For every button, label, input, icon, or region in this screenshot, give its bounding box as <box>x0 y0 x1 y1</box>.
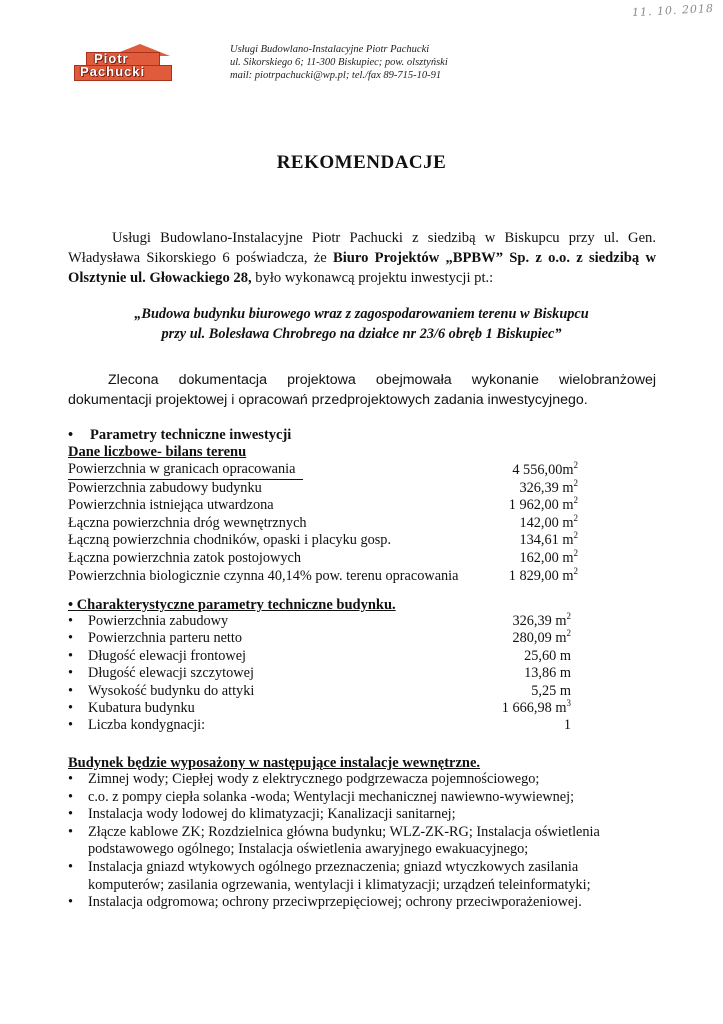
bullet: • <box>68 597 74 613</box>
installations-list <box>68 771 628 912</box>
item-value-text: 5,25 m <box>531 682 571 699</box>
list-item <box>68 717 571 734</box>
row-label: Powierzchnia istniejąca utwardzona <box>68 497 274 514</box>
building-parameters-list <box>68 613 571 735</box>
letterhead-company: Usługi Budowlano-Instalacyjne Piotr Pachucki <box>230 44 430 55</box>
list-item <box>68 700 571 717</box>
row-value-text: 162,00 m <box>519 549 574 566</box>
row-unit-sup: 2 <box>573 530 578 541</box>
bullet: • <box>68 717 74 734</box>
row-value-text: 142,00 m <box>519 514 574 531</box>
row-value-text: 326,39 m <box>519 479 574 496</box>
item-text: Instalacja wody lodowej do klimatyzacji; Kanalizacji sanitarnej; <box>88 806 456 823</box>
item-label: Długość elewacji frontowej <box>88 647 247 664</box>
list-item <box>68 789 628 807</box>
table-row-value-0 <box>68 462 578 480</box>
row-unit-sup: 2 <box>573 460 578 471</box>
row-value-text: 134,61 m <box>519 532 574 549</box>
section2-heading <box>68 596 396 614</box>
quote-line-1: „Budowa budynku biurowego wraz z zagospodarowaniem terenu w Biskupcu <box>134 306 589 322</box>
list-item <box>68 630 571 647</box>
row-value <box>519 532 578 550</box>
section3-heading: Budynek będzie wyposażony w następujące instalacje wewnętrzne. <box>68 755 481 771</box>
section2-heading-text: Charakterystyczne parametry techniczne budynku. <box>76 597 396 613</box>
row-unit-sup: 2 <box>573 495 578 506</box>
intro-bold-company: Biuro Projektów „BPBW” Sp. z o.o. z siedzibą w Olsztynie ul. Głowackiego 28, <box>68 250 656 286</box>
list-item <box>68 771 628 789</box>
bullet: • <box>68 647 74 664</box>
item-label: Powierzchnia zabudowy <box>88 613 229 629</box>
logo-text-last: Pachucki <box>80 64 146 79</box>
item-value <box>524 665 571 682</box>
bullet: • <box>68 630 74 647</box>
letterhead <box>230 43 448 82</box>
row-label: Powierzchnia zabudowy budynku <box>68 479 262 496</box>
row-value <box>519 550 578 568</box>
item-value <box>502 700 571 717</box>
bullet: • <box>68 771 74 787</box>
handwritten-date-annotation: 11. 10. 2018 <box>631 1 715 20</box>
bullet: • <box>68 665 74 682</box>
intro-paragraph <box>68 228 656 288</box>
table-row <box>68 477 578 498</box>
item-label: Kubatura budynku <box>88 699 195 716</box>
item-text: Instalacja odgromowa; ochrony przeciwprzepięciowej; ochrony przeciwporażeniowej. <box>88 894 582 911</box>
item-text: Złącze kablowe ZK; Rozdzielnica główna budynku; WLZ-ZK-RG; Instalacja oświetlenia podstawowego ogólnego; Instalacja oświetlenia awaryjnego ewakuacyjnego; <box>88 823 600 858</box>
row-unit-sup: 2 <box>573 513 578 524</box>
row-label: Łączna powierzchnia zatok postojowych <box>68 549 302 566</box>
row-value-text: 4 556,00 <box>512 462 563 478</box>
row-value <box>519 515 578 533</box>
row-unit: m <box>562 462 574 478</box>
item-value-text: 1 <box>563 717 571 734</box>
item-label: Powierzchnia parteru netto <box>88 630 243 647</box>
company-logo <box>72 44 172 78</box>
letterhead-contact: mail: piotrpachucki@wp.pl; tel./fax 89-715-10-91 <box>230 70 442 81</box>
item-value-text: 13,86 m <box>524 665 571 682</box>
item-text: Zimnej wody; Ciepłej wody z elektrycznego podgrzewacza pojemnościowego; <box>88 771 540 787</box>
list-item <box>68 806 628 824</box>
list-item <box>68 613 571 630</box>
item-value <box>531 683 571 700</box>
table-row <box>68 497 578 515</box>
letterhead-address: ul. Sikorskiego 6; 11-300 Biskupiec; pow. olsztyński <box>230 57 448 68</box>
row-unit-sup: 2 <box>573 477 578 488</box>
scope-paragraph <box>68 370 656 410</box>
section1-subheading: Dane liczbowe- bilans terenu <box>68 444 247 460</box>
section1-heading-text: Parametry techniczne inwestycji <box>90 427 292 443</box>
bullet: • <box>68 823 74 840</box>
item-value <box>564 717 571 734</box>
item-text: Instalacja gniazd wtykowych ogólnego przeznaczenia; gniazd wtyczkowych zasilania komputerów; zasilania ogrzewania, wentylacji i klimatyzacji; urządzeń teleinformatyki; <box>88 858 591 893</box>
item-value <box>524 648 571 665</box>
logo-text-first: Piotr <box>94 51 129 66</box>
row-value <box>509 497 578 515</box>
row-label: Łączną powierzchnia chodników, opaski i placyku gosp. <box>68 532 392 549</box>
item-unit-sup: 2 <box>566 611 571 622</box>
bullet: • <box>68 788 74 805</box>
row-label: Łączna powierzchnia dróg wewnętrznych <box>68 514 307 531</box>
item-text: c.o. z pompy ciepła solanka -woda; Wentylacji mechanicznej nawiewno-wywiewnej; <box>88 788 575 805</box>
table-row <box>68 532 578 550</box>
list-item <box>68 824 628 859</box>
quote-line-2: przy ul. Bolesława Chrobrego na działce nr 23/6 obręb 1 Biskupiec” <box>161 326 562 342</box>
bullet: • <box>68 806 74 823</box>
row-value-text: 1 829,00 m <box>508 567 574 584</box>
row-value <box>508 565 578 586</box>
item-unit-sup: 3 <box>566 698 571 709</box>
intro-text-2: było wykonawcą projektu inwestycji pt.: <box>251 270 494 286</box>
row-value-text: 1 962,00 m <box>508 497 574 514</box>
item-label: Długość elewacji szczytowej <box>88 665 254 682</box>
list-item <box>68 648 571 665</box>
list-item <box>68 665 571 682</box>
bullet: • <box>68 427 74 443</box>
item-value-text: 25,60 m <box>524 647 571 664</box>
intro-text-1: Usługi Budowlano-Instalacyjne Piotr Pachucki z siedzibą w Biskupcu przy ul. Gen. Władysława Sikorskiego 6 poświadcza, że <box>68 230 656 266</box>
row-label: Powierzchnia w granicach opracowania <box>68 461 296 477</box>
item-unit-sup: 2 <box>566 628 571 639</box>
site-balance-table <box>68 461 578 585</box>
bullet: • <box>68 699 74 716</box>
row-label: Powierzchnia biologicznie czynna 40,14% pow. terenu opracowania <box>68 567 459 584</box>
row-value <box>519 477 578 498</box>
item-value-text: 1 666,98 m <box>501 699 567 716</box>
document-title: REKOMENDACJE <box>276 152 447 173</box>
list-item <box>68 894 628 912</box>
table-row <box>68 565 578 586</box>
scope-text: Zlecona dokumentacja projektowa obejmowała wykonanie wielobranżowej dokumentacji projektowej i opracowań przedprojektowych zadania inwestycyjnego. <box>68 372 656 408</box>
bullet: • <box>68 613 74 629</box>
bullet: • <box>68 682 74 699</box>
bullet: • <box>68 894 74 911</box>
section1-heading <box>68 426 291 444</box>
row-value <box>512 462 578 480</box>
item-label: Wysokość budynku do attyki <box>88 682 255 699</box>
row-unit-sup: 2 <box>573 548 578 559</box>
list-item <box>68 683 571 700</box>
item-value <box>512 613 571 630</box>
table-row <box>68 515 578 533</box>
list-item <box>68 859 628 894</box>
item-value <box>512 630 571 647</box>
item-value-text: 280,09 m <box>512 630 567 647</box>
table-row <box>68 550 578 568</box>
project-title-quote <box>80 304 643 344</box>
item-label: Liczba kondygnacji: <box>88 717 206 734</box>
row-unit-sup: 2 <box>573 565 578 576</box>
item-value-text: 326,39 m <box>512 613 567 629</box>
bullet: • <box>68 858 74 875</box>
